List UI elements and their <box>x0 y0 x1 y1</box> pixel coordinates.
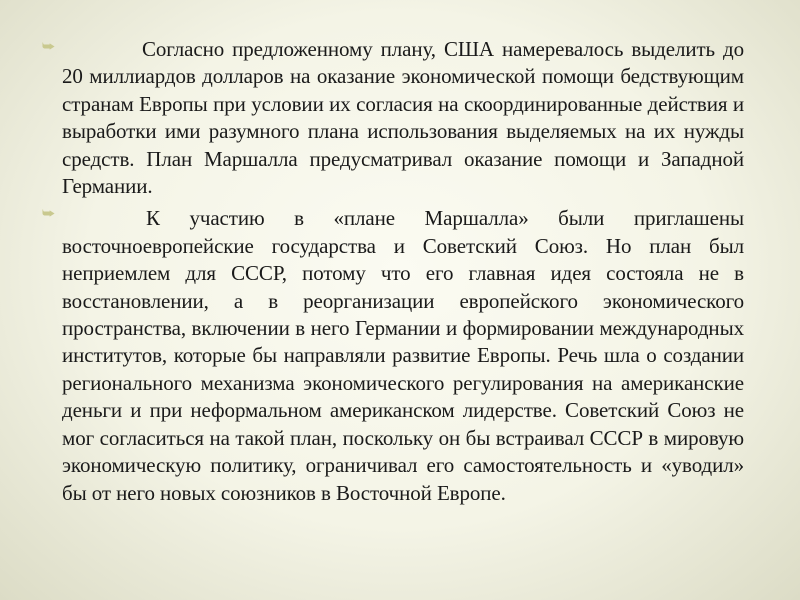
paragraph-2: К участию в «плане Маршалла» были приглашены восточноевропейские государства и Советский Союз. Но план был неприемлем для СССР, потому что его главная идея состояла не в восстановлении, а в реорганизации европейского экономического пространства, включении в него Германии и формировании международных институтов, которые бы направляли развитие Европы. Речь шла о создании регионального механизма экономического регулирования на американские деньги и при неформальном американском лидерстве. Советский Союз не мог согласиться на такой план, поскольку он бы встраивал СССР в мировую экономическую политику, ограничивал его самостоятельность и «уводил» бы от него новых союзников в Восточной Европе. <box>62 206 744 505</box>
slide-body <box>62 36 744 507</box>
bullet-arrow-icon: ⮩ <box>42 39 56 55</box>
bullet-arrow-icon: ⮩ <box>42 206 56 222</box>
paragraph-1: Согласно предложенному плану, США намеревалось выделить до 20 миллиардов долларов на оказание экономической помощи бедствующим странам Европы при условии их согласия на скоординированные действия и выработки ими разумного плана использования выделяемых на их нужды средств. План Маршалла предусматривал оказание помощи и Западной Германии. <box>62 37 744 199</box>
